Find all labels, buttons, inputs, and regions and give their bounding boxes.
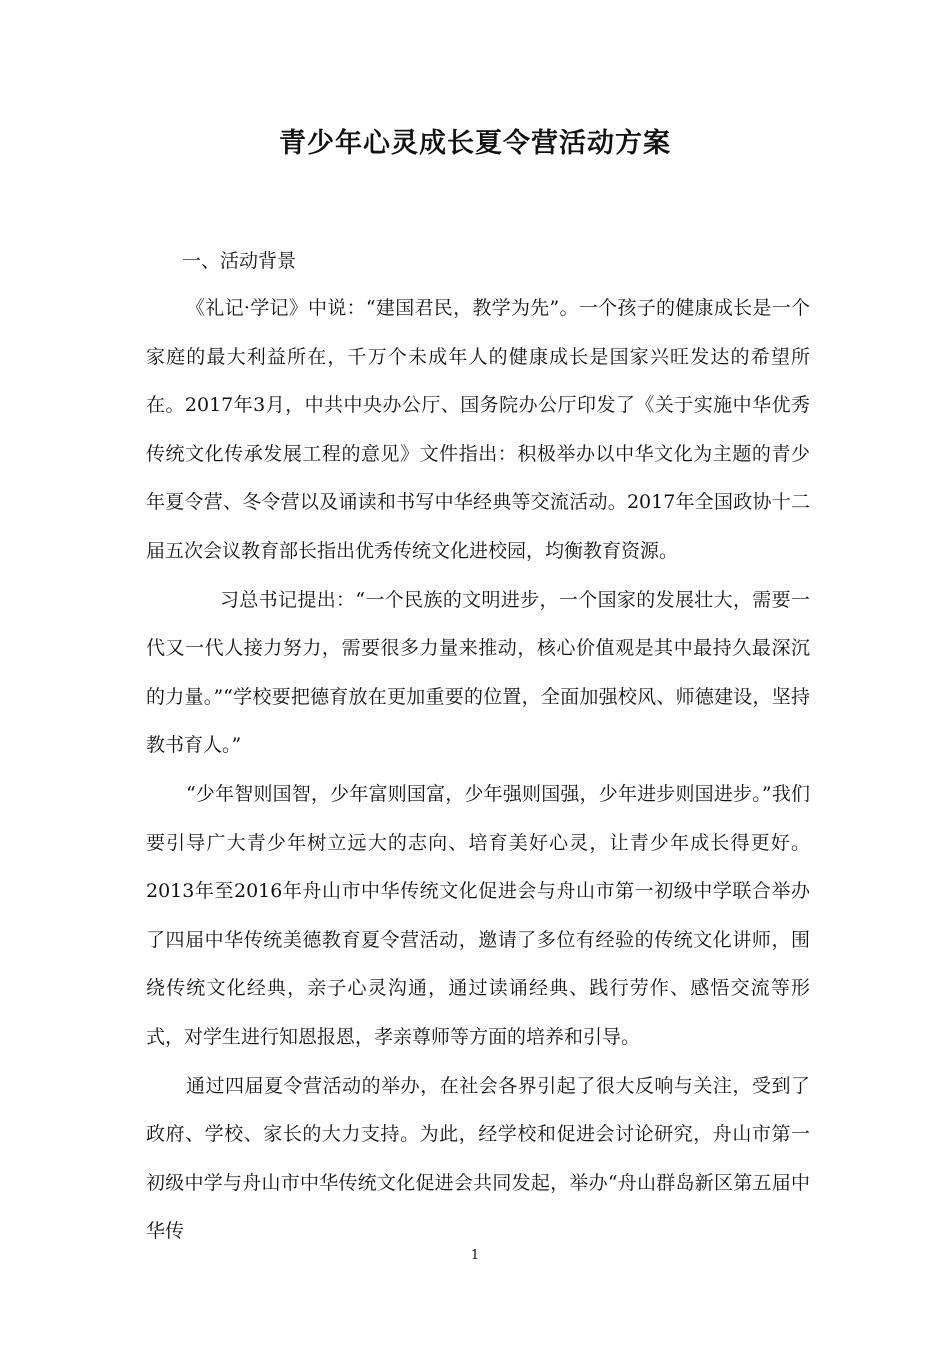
- paragraph-2: 习总书记提出：“一个民族的文明进步，一个国家的发展壮大，需要一代又一代人接力努力，需要很多力量来推动，核心价值观是其中最持久最深沉的力量。”“学校要把德育放在更加重要的位置，全面加强校风、师德建设，坚持教书育人。”: [146, 588, 810, 757]
- document-body: [146, 238, 810, 1256]
- page-number: 1: [470, 1248, 480, 1263]
- paragraph-1: 《礼记·学记》中说：“建国君民，教学为先”。一个孩子的健康成长是一个家庭的最大利益所在，千万个未成年人的健康成长是国家兴旺发达的希望所在。2017年3月，中共中央办公厅、国务院办公厅印发了《关于实施中华优秀传统文化传承发展工程的意见》文件指出：积极举办以中华文化为主题的青少年夏令营、冬令营以及诵读和书写中华经典等交流活动。2017年全国政协十二届五次会议教育部长指出优秀传统文化进校园，均衡教育资源。: [146, 297, 810, 562]
- document-title: 青少年心灵成长夏令营活动方案: [279, 128, 671, 159]
- paragraph-3: “少年智则国智，少年富则国富，少年强则国强，少年进步则国进步。”我们要引导广大青少年树立远大的志向、培育美好心灵，让青少年成长得更好。2013年至2016年舟山市中华传统文化促进会与舟山市第一初级中学联合举办了四届中华传统美德教育夏令营活动，邀请了多位有经验的传统文化讲师，围绕传统文化经典，亲子心灵沟通，通过读诵经典、践行劳作、感悟交流等形式，对学生进行知恩报恩，孝亲尊师等方面的培养和引导。: [146, 782, 810, 1048]
- paragraph-4: 通过四届夏令营活动的举办，在社会各界引起了很大反响与关注，受到了政府、学校、家长的大力支持。为此，经学校和促进会讨论研究，舟山市第一初级中学与舟山市中华传统文化促进会共同发起，举办“舟山群岛新区第五届中华传: [146, 1074, 810, 1243]
- section-heading: 一、活动背景: [182, 250, 297, 272]
